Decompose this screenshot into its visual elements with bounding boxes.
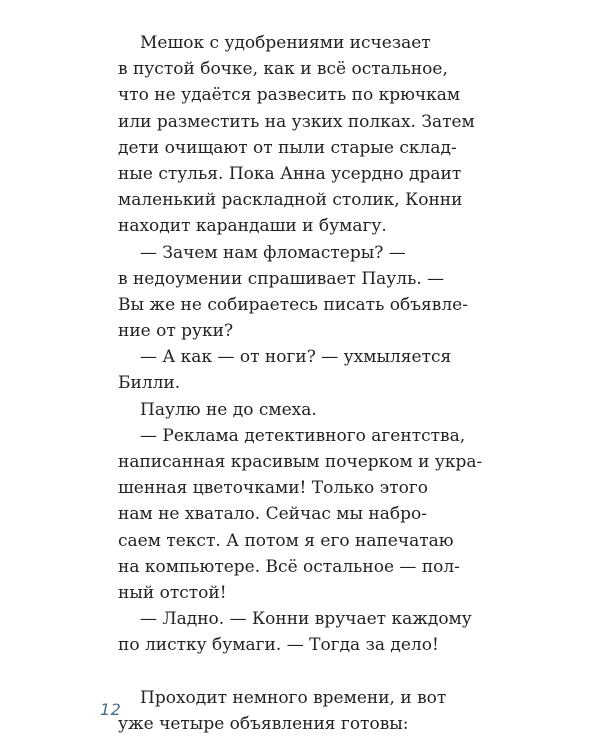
page-number: 12 [100,700,122,719]
text-line: находит карандаши и бумагу. [118,216,387,237]
text-line: — Реклама детективного агентства, [140,425,466,446]
body-text [118,30,483,737]
text-line: дети очищают от пыли старые склад- [118,137,457,158]
text-line: по листку бумаги. — Тогда за дело! [118,635,439,656]
text-line: шенная цветочками! Только этого [118,478,428,499]
text-line: саем текст. А потом я его напечатаю [118,530,454,551]
text-line: написанная красивым почерком и укра- [118,452,483,472]
text-line: на компьютере. Всё остальное — пол- [118,556,460,577]
text-line: — Ладно. — Конни вручает каждому [140,609,472,630]
text-line: в недоумении спрашивает Пауль. — [118,268,445,289]
section-gap [118,659,478,685]
text-line: ние от руки? [118,321,234,342]
text-line: или разместить на узких полках. Затем [118,111,475,132]
paragraph-2 [118,240,478,345]
text-line: Паулю не до смеха. [140,399,317,420]
text-line: — А как — от ноги? — ухмыляется [140,347,452,368]
text-line: маленький раскладной столик, Конни [118,190,463,211]
paragraph-7 [118,685,478,737]
paragraph-3 [118,344,478,396]
text-line: нам не хватало. Сейчас мы набро- [118,504,427,525]
text-line: в пустой бочке, как и всё остальное, [118,59,448,80]
text-line: ный отстой! [118,582,227,603]
paragraph-6 [118,606,478,658]
text-line: — Зачем нам фломастеры? — [140,242,406,263]
text-line: Билли. [118,373,181,394]
paragraph-1 [118,30,478,240]
text-line: Мешок с удобрениями исчезает [140,33,431,53]
text-line: уже четыре объявления готовы: [118,713,409,734]
text-line: ные стулья. Пока Анна усердно драит [118,163,462,184]
paragraph-5 [118,423,483,606]
text-line: что не удаётся развесить по крючкам [118,85,461,106]
text-line: Вы же не собираетесь писать объявле- [118,294,468,315]
paragraph-4 [118,397,478,423]
text-line: Проходит немного времени, и вот [140,687,447,708]
